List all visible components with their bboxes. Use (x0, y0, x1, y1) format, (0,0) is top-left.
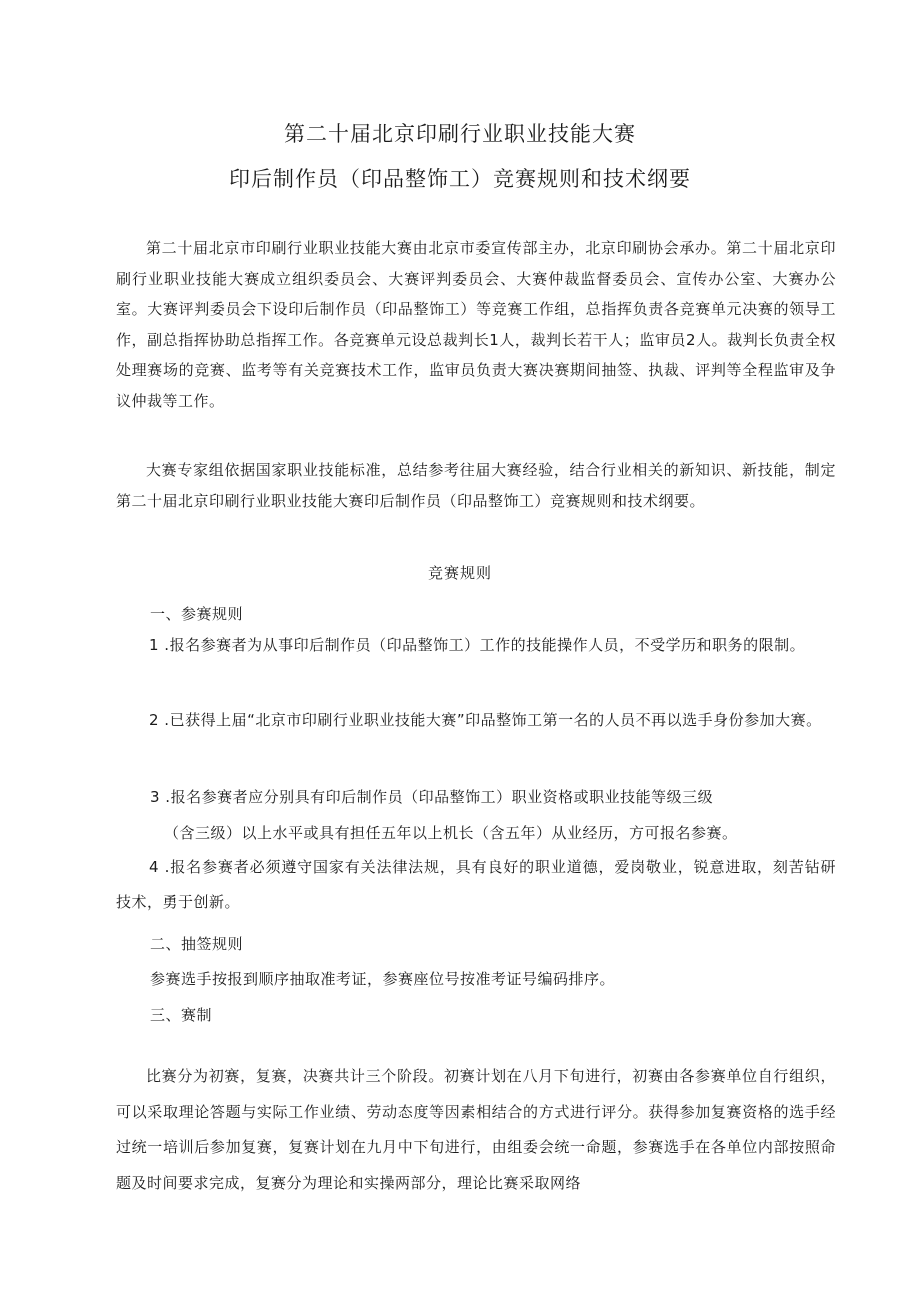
section-title: 竞赛规则 (427, 564, 492, 582)
rule-item-3-line1: 3 .报名参赛者应分别具有印后制作员（印品整饰工）职业资格或职业技能等级三级 (150, 788, 714, 806)
rule-item-4: 4 .报名参赛者必须遵守国家有关法律法规，具有良好的职业道德，爱岗敬业，锐意进取，刻苦钻研技术，勇于创新。 (116, 858, 836, 911)
document-title-line1: 第二十届北京印刷行业职业技能大赛 (284, 122, 636, 146)
heading-participation-rules: 一、参赛规则 (150, 605, 244, 623)
heading-draw-rules: 二、抽签规则 (150, 935, 244, 953)
rule-item-3-line2: （含三级）以上水平或具有担任五年以上机长（含五年）从业经历，方可报名参赛。 (164, 824, 738, 842)
document-title-line2: 印后制作员（印品整饰工）竞赛规则和技术纲要 (229, 167, 691, 191)
competition-format-paragraph: 比赛分为初赛，复赛，决赛共计三个阶段。初赛计划在八月下旬进行，初赛由各参赛单位自行组织，可以采取理论答题与实际工作业绩、劳动态度等因素相结合的方式进行评分。获得参加复赛资格的选手经过统一培训后参加复赛，复赛计划在九月中下旬进行，由组委会统一命题，参赛选手在各单位内部按照命题及时间要求完成，复赛分为理论和实操两部分，理论比赛采取网络 (116, 1067, 836, 1192)
rule-item-2: 2 .已获得上届“北京市印刷行业职业技能大赛”印品整饰工第一名的人员不再以选手身份参加大赛。 (149, 711, 822, 729)
heading-competition-format: 三、赛制 (150, 1006, 213, 1024)
rule-item-1: 1 .报名参赛者为从事印后制作员（印品整饰工）工作的技能操作人员，不受学历和职务的限制。 (149, 636, 806, 654)
intro-paragraph-1: 第二十届北京市印刷行业职业技能大赛由北京市委宣传部主办，北京印刷协会承办。第二十届北京印刷行业职业技能大赛成立组织委员会、大赛评判委员会、大赛仲裁监督委员会、宣传办公室、大赛办公室。大赛评判委员会下设印后制作员（印品整饰工）等竞赛工作组，总指挥负责各竞赛单元决赛的领导工作，副总指挥协助总指挥工作。各竞赛单元设总裁判长1人，裁判长若干人；监审员2人。裁判长负责全权处理赛场的竞赛、监考等有关竞赛技术工作，监审员负责大赛决赛期间抽签、执裁、评判等全程监审及争议仲裁等工作。 (116, 239, 836, 410)
draw-rule-text: 参赛选手按报到顺序抽取准考证，参赛座位号按准考证号编码排序。 (150, 970, 616, 988)
intro-paragraph-2: 大赛专家组依据国家职业技能标准，总结参考往届大赛经验，结合行业相关的新知识、新技能，制定第二十届北京印刷行业职业技能大赛印后制作员（印品整饰工）竞赛规则和技术纲要。 (116, 461, 836, 510)
